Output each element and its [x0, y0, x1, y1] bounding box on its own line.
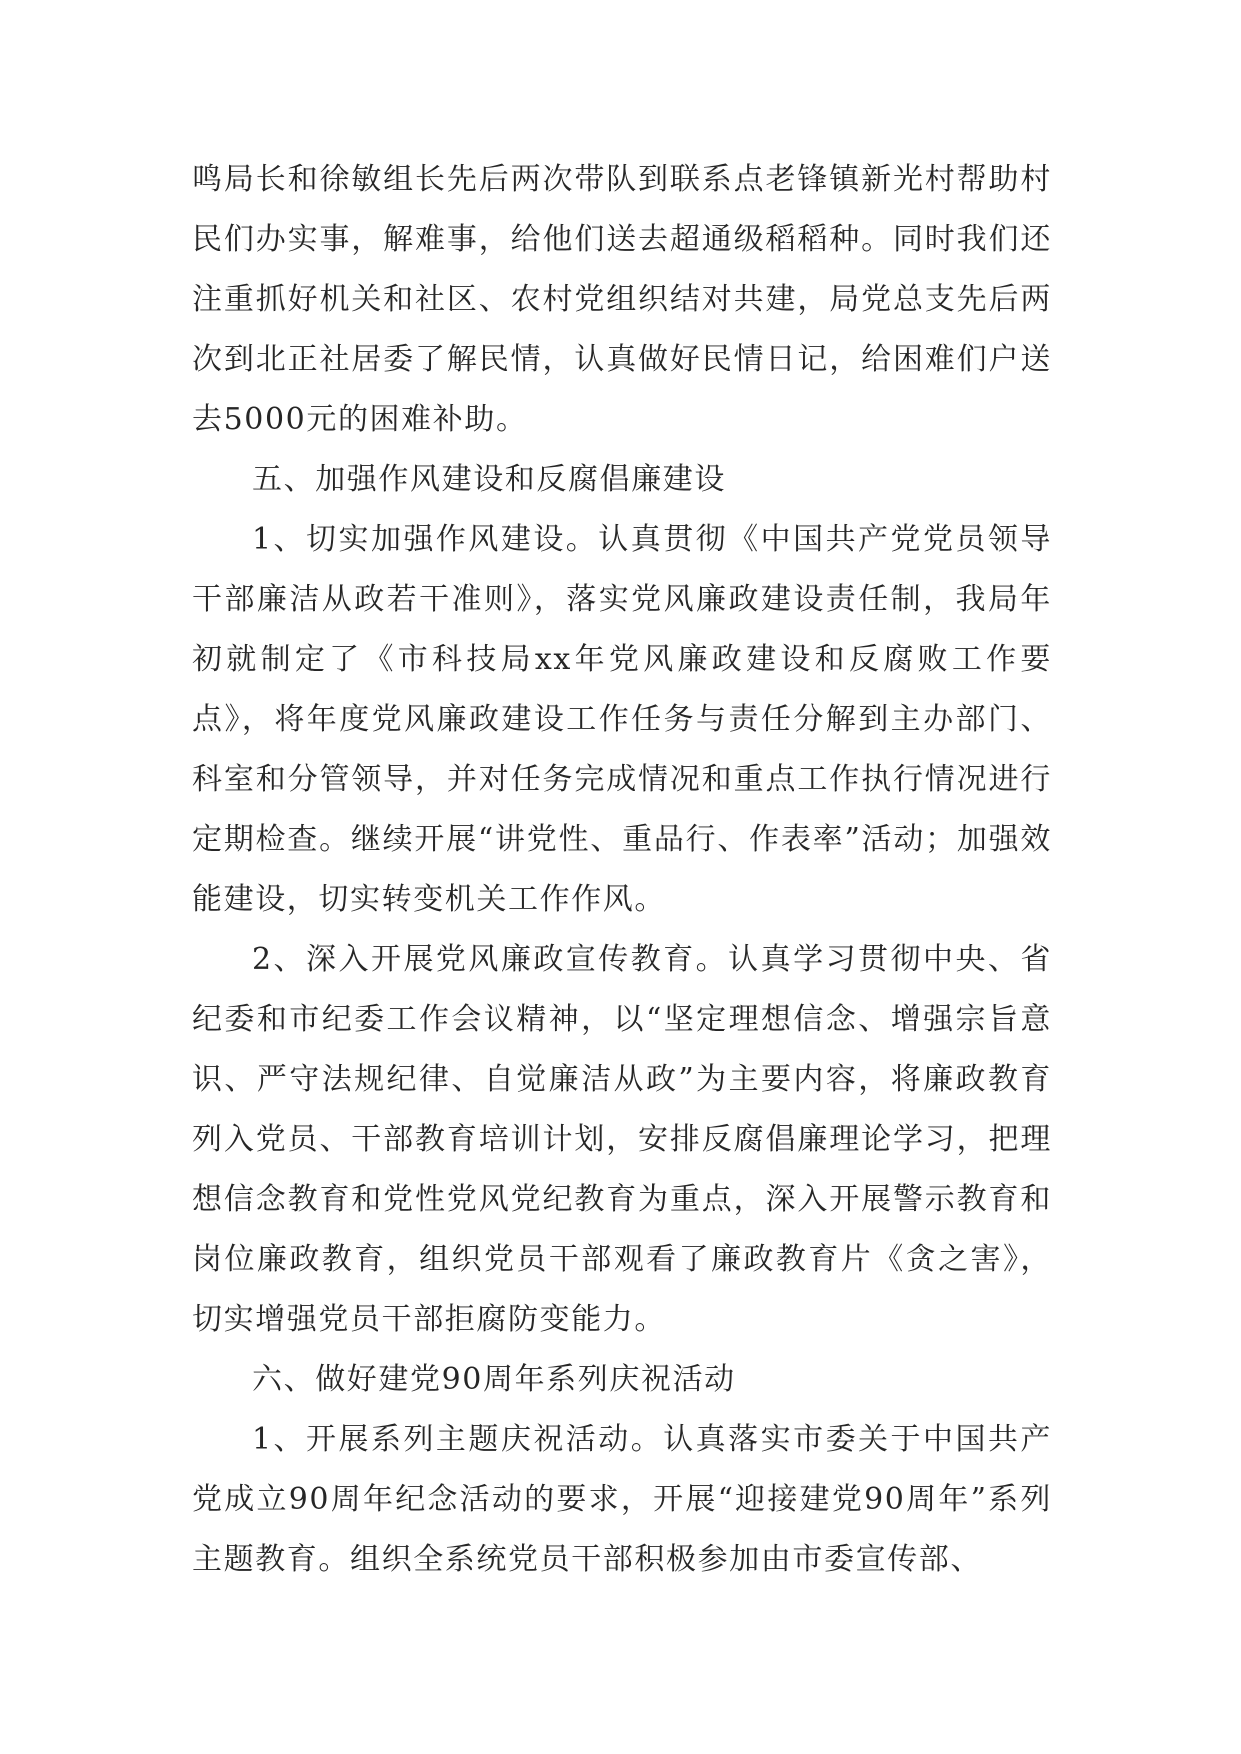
- section-heading-five: 五、加强作风建设和反腐倡廉建设: [252, 462, 726, 497]
- paragraph-item-integrity-education: 2、深入开展党风廉政宣传教育。认真学习贯彻中央、省纪委和市纪委工作会议精神，以“坚定理想信念、增强宗旨意识、严守法规纪律、自觉廉洁从政”为主要内容，将廉政教育列入党员、干部教育培训计划，安排反腐倡廉理论学习，把理想信念教育和党性党风党纪教育为重点，深入开展警示教育和岗位廉政教育，组织党员干部观看了廉政教育片《贪之害》，切实增强党员干部拒腐防变能力。: [192, 942, 1052, 1337]
- paragraph-item-celebration: 1、开展系列主题庆祝活动。认真落实市委关于中国共产党成立90周年纪念活动的要求，开展“迎接建党90周年”系列主题教育。组织全系统党员干部积极参加由市委宣传部、: [192, 1422, 1052, 1577]
- section-heading-six: 六、做好建党90周年系列庆祝活动: [252, 1362, 736, 1397]
- paragraph-item-style-building: 1、切实加强作风建设。认真贯彻《中国共产党党员领导干部廉洁从政若干准则》，落实党风廉政建设责任制，我局年初就制定了《市科技局xx年党风廉政建设和反腐败工作要点》，将年度党风廉政建设工作任务与责任分解到主办部门、科室和分管领导，并对任务完成情况和重点工作执行情况进行定期检查。继续开展“讲党性、重品行、作表率”活动；加强效能建设，切实转变机关工作作风。: [192, 522, 1052, 917]
- document-body: [192, 150, 1052, 1590]
- paragraph-continuation: 鸣局长和徐敏组长先后两次带队到联系点老锋镇新光村帮助村民们办实事，解难事，给他们送去超通级稻稻种。同时我们还注重抓好机关和社区、农村党组织结对共建，局党总支先后两次到北正社居委了解民情，认真做好民情日记，给困难们户送去5000元的困难补助。: [192, 162, 1052, 437]
